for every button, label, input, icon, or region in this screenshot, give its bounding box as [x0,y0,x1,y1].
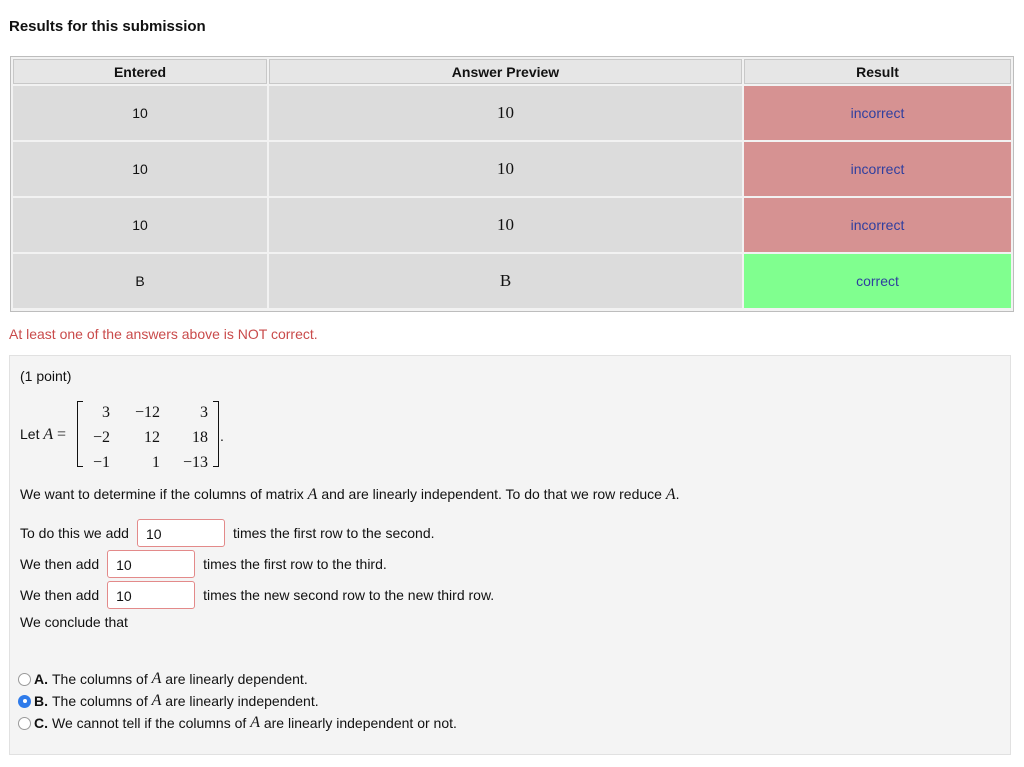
matrix-entry: 3 [102,403,110,421]
step-3-prefix: We then add [20,587,100,603]
column-header-entered: Entered [13,59,267,84]
matrix-entry: −2 [92,428,110,446]
entered-cell: 10 [13,142,267,196]
radio-b[interactable] [18,695,31,708]
matrix-variable: A [250,714,260,731]
choice-text: are linearly independent. [165,693,319,709]
choice-text: The columns of [52,671,148,687]
step-1-prefix: To do this we add [20,525,129,541]
preview-cell: 10 [269,86,742,140]
left-bracket [77,401,83,467]
step-2-prefix: We then add [20,556,100,572]
step-3-suffix: times the new second row to the new third row. [203,587,495,603]
matrix-entry: 12 [144,428,160,446]
radio-c[interactable] [18,717,31,730]
entered-cell: 10 [13,86,267,140]
matrix-entry: −1 [92,453,110,471]
let-text: Let [20,426,40,442]
statement-end: . [675,486,680,502]
preview-cell: 10 [269,198,742,252]
result-cell: incorrect [744,86,1011,140]
column-header-answer-preview: Answer Preview [269,59,742,84]
matrix-variable: A [151,692,162,709]
result-cell: correct [744,254,1011,308]
matrix-entry: 18 [192,428,208,446]
matrix-entry: 1 [152,453,160,471]
choice-text: The columns of [52,693,148,709]
matrix-variable: A [43,426,54,443]
matrix-label [20,426,66,444]
matrix-variable: A [151,670,162,687]
step-1 [20,519,435,547]
answer-choices [18,668,457,734]
problem-statement [20,486,680,504]
conclusion-label: We conclude that [20,614,128,630]
step-2-suffix: times the first row to the third. [203,556,387,572]
entered-cell: 10 [13,198,267,252]
matrix-entry: −12 [134,403,160,421]
page-title: Results for this submission [9,18,206,35]
result-cell: incorrect [744,142,1011,196]
matrix-entry: −13 [182,453,208,471]
step-3 [20,581,494,609]
not-correct-warning: At least one of the answers above is NOT correct. [9,326,318,342]
result-cell: incorrect [744,198,1011,252]
step-2-answer-input[interactable]: 10 [107,550,195,578]
points-label: (1 point) [20,368,72,384]
choice-text: are linearly independent or not. [263,715,457,731]
step-1-suffix: times the first row to the second. [232,525,435,541]
results-table [10,56,1014,312]
statement-text: We want to determine if the columns of matrix [20,486,304,502]
choice-c[interactable] [18,712,457,734]
matrix-variable: A [665,486,676,503]
matrix-row [84,425,212,450]
choice-text: are linearly dependent. [165,671,308,687]
choice-b[interactable] [18,690,457,712]
step-2 [20,550,387,578]
step-1-answer-input[interactable]: 10 [137,519,225,547]
matrix-period: . [220,428,224,444]
matrix-row [84,450,212,475]
choice-letter: B. [34,693,48,709]
choice-a[interactable] [18,668,457,690]
equals-sign: = [57,426,67,443]
matrix [84,400,212,475]
choice-text: We cannot tell if the columns of [52,715,247,731]
matrix-row [84,400,212,425]
problem-panel [9,355,1011,755]
choice-letter: A. [34,671,48,687]
statement-text: and are linearly independent. To do that we row reduce [321,486,662,502]
preview-cell: B [269,254,742,308]
entered-cell: B [13,254,267,308]
right-bracket [213,401,219,467]
choice-letter: C. [34,715,48,731]
step-3-answer-input[interactable]: 10 [107,581,195,609]
radio-a[interactable] [18,673,31,686]
matrix-entry: 3 [200,403,208,421]
matrix-variable: A [307,486,318,503]
column-header-result: Result [744,59,1011,84]
preview-cell: 10 [269,142,742,196]
